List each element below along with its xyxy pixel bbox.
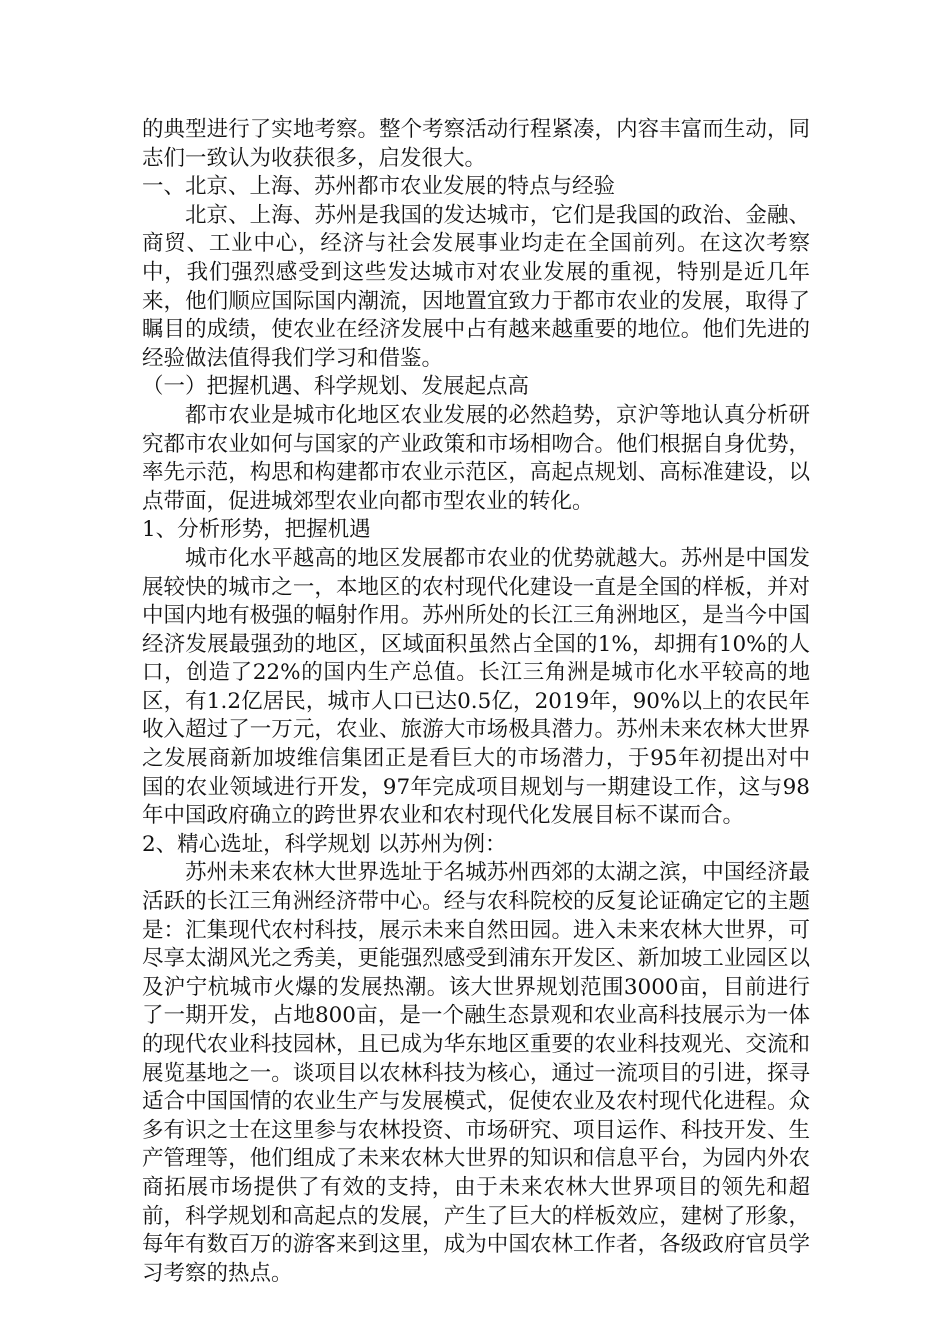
document-page bbox=[142, 116, 810, 1288]
subsection-heading-1: （一）把握机遇、科学规划、发展起点高 bbox=[142, 374, 530, 400]
paragraph-3: 城市化水平越高的地区发展都市农业的优势就越大。苏州是中国发展较快的城市之一，本地区的农村现代化建设一直是全国的样板，并对中国内地有极强的幅射作用。苏州所处的长江三角洲地区，是当今中国经济发展最强劲的地区，区域面积虽然占全国的1%，却拥有10%的人口，创造了22%的国内生产总值。长江三角洲是城市化水平较高的地区，有1.2亿居民，城市人口已达0.5亿，2019年，90%以上的农民年收入超过了一万元，农业、旅游大市场极具潜力。苏州未来农林大世界之发展商新加坡维信集团正是看巨大的市场潜力，于95年初提出对中国的农业领域进行开发，97年完成项目规划与一期建设工作，这与98年中国政府确立的跨世界农业和农村现代化发展目标不谋而合。 bbox=[142, 545, 810, 829]
paragraph-1: 北京、上海、苏州是我国的发达城市，它们是我国的政治、金融、商贸、工业中心，经济与社会发展事业均走在全国前列。在这次考察中，我们强烈感受到这些发达城市对农业发展的重视，特别是近几年来，他们顺应国际国内潮流，因地置宜致力于都市农业的发展，取得了瞩目的成绩，使农业在经济发展中占有越来越重要的地位。他们先进的经验做法值得我们学习和借鉴。 bbox=[142, 202, 810, 371]
item-heading-2: 2、精心选址，科学规划 以苏州为例： bbox=[142, 831, 507, 857]
item-heading-1: 1、分析形势，把握机遇 bbox=[142, 517, 371, 543]
paragraph-continued: 的典型进行了实地考察。整个考察活动行程紧凑，内容丰富而生动，同志们一致认为收获很多，启发很大。 bbox=[142, 117, 810, 171]
paragraph-4: 苏州未来农林大世界选址于名城苏州西郊的太湖之滨，中国经济最活跃的长江三角洲经济带中心。经与农科院校的反复论证确定它的主题是：汇集现代农村科技，展示未来自然田园。进入未来农林大世界，可尽享太湖风光之秀美，更能强烈感受到浦东开发区、新加坡工业园区以及沪宁杭城市火爆的发展热潮。该大世界规划范围3000亩，目前进行了一期开发，占地800亩，是一个融生态景观和农业高科技展示为一体的现代农业科技园林，且已成为华东地区重要的农业科技观光、交流和展览基地之一。谈项目以农林科技为核心，通过一流项目的引进，探寻适合中国国情的农业生产与发展模式，促使农业及农村现代化进程。众多有识之士在这里参与农林投资、市场研究、项目运作、科技开发、生产管理等，他们组成了未来农林大世界的知识和信息平台，为园内外农商拓展市场提供了有效的支持，由于未来农林大世界项目的领先和超前，科学规划和高起点的发展，产生了巨大的样板效应，建树了形象，每年有数百万的游客来到这里，成为中国农林工作者，各级政府官员学习考察的热点。 bbox=[142, 860, 810, 1286]
section-heading-1: 一、北京、上海、苏州都市农业发展的特点与经验 bbox=[142, 174, 616, 200]
paragraph-2: 都市农业是城市化地区农业发展的必然趋势，京沪等地认真分析研究都市农业如何与国家的产业政策和市场相吻合。他们根据自身优势，率先示范，构思和构建都市农业示范区，高起点规划、高标准建设，以点带面，促进城郊型农业向都市型农业的转化。 bbox=[142, 402, 810, 514]
